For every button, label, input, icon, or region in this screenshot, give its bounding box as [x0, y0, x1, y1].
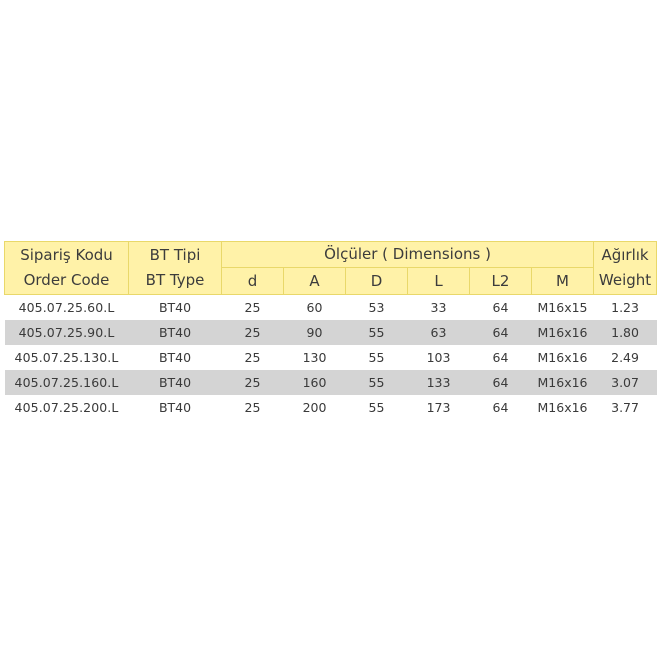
bt-type-header-tr: BT Tipi [149, 246, 201, 264]
weight-cell: 2.49 [611, 350, 639, 365]
table-row [5, 295, 657, 321]
weight-header [594, 242, 657, 295]
order-code-header-tr: Sipariş Kodu [20, 246, 113, 264]
product-spec-table [4, 241, 657, 420]
l2-cell: 64 [492, 400, 509, 415]
l2-cell: 64 [492, 300, 509, 315]
dim-header-l: L [408, 268, 470, 295]
m-cell: M16x16 [537, 350, 588, 365]
order-code-cell: 405.07.25.130.L [14, 350, 119, 365]
dd-cell: 55 [346, 370, 408, 395]
d-cell: 25 [244, 350, 261, 365]
order-code-cell: 405.07.25.160.L [5, 370, 129, 395]
weight-cell: 1.23 [611, 300, 639, 315]
bt-type-cell: BT40 [158, 300, 192, 315]
dim-header-a: A [284, 268, 346, 295]
order-code-cell: 405.07.25.60.L [18, 300, 115, 315]
m-cell: M16x16 [532, 320, 594, 345]
order-code-cell: 405.07.25.90.L [5, 320, 129, 345]
d-cell: 25 [244, 400, 261, 415]
weight-cell: 3.07 [594, 370, 657, 395]
m-cell: M16x15 [537, 300, 588, 315]
m-cell: M16x16 [532, 370, 594, 395]
order-code-cell: 405.07.25.200.L [14, 400, 119, 415]
l2-cell: 64 [470, 320, 532, 345]
l-cell: 33 [430, 300, 447, 315]
table-row [5, 395, 657, 420]
dim-header-d: d [222, 268, 284, 295]
a-cell: 160 [284, 370, 346, 395]
a-cell: 130 [302, 350, 327, 365]
weight-header-en: Weight [598, 271, 652, 289]
bt-type-cell: BT40 [129, 370, 222, 395]
dimensions-header: Ölçüler ( Dimensions ) [222, 242, 594, 268]
dd-cell: 55 [346, 320, 408, 345]
bt-type-cell: BT40 [129, 320, 222, 345]
bt-type-header-en: BT Type [145, 271, 205, 289]
d-cell: 25 [244, 300, 261, 315]
weight-header-tr: Ağırlık [601, 246, 649, 264]
dim-header-dd: D [346, 268, 408, 295]
l-cell: 63 [408, 320, 470, 345]
a-cell: 60 [306, 300, 323, 315]
m-cell: M16x16 [537, 400, 588, 415]
d-cell: 25 [222, 320, 284, 345]
table-row [5, 345, 657, 370]
weight-cell: 1.80 [594, 320, 657, 345]
table-row [5, 370, 657, 395]
table-header [5, 242, 657, 295]
weight-cell: 3.77 [611, 400, 639, 415]
bt-type-cell: BT40 [158, 400, 192, 415]
a-cell: 200 [302, 400, 327, 415]
table-row [5, 320, 657, 345]
dim-header-m: M [532, 268, 594, 295]
a-cell: 90 [284, 320, 346, 345]
l2-cell: 64 [492, 350, 509, 365]
l2-cell: 64 [470, 370, 532, 395]
dd-cell: 53 [368, 300, 385, 315]
l-cell: 133 [408, 370, 470, 395]
bt-type-cell: BT40 [158, 350, 192, 365]
dd-cell: 55 [368, 400, 385, 415]
product-spec-table-container [4, 241, 656, 420]
d-cell: 25 [222, 370, 284, 395]
table-body [5, 295, 657, 421]
bt-type-header [129, 242, 222, 295]
order-code-header-en: Order Code [23, 271, 110, 289]
l-cell: 173 [426, 400, 451, 415]
dd-cell: 55 [368, 350, 385, 365]
l-cell: 103 [426, 350, 451, 365]
dim-header-l2: L2 [470, 268, 532, 295]
order-code-header [5, 242, 129, 295]
